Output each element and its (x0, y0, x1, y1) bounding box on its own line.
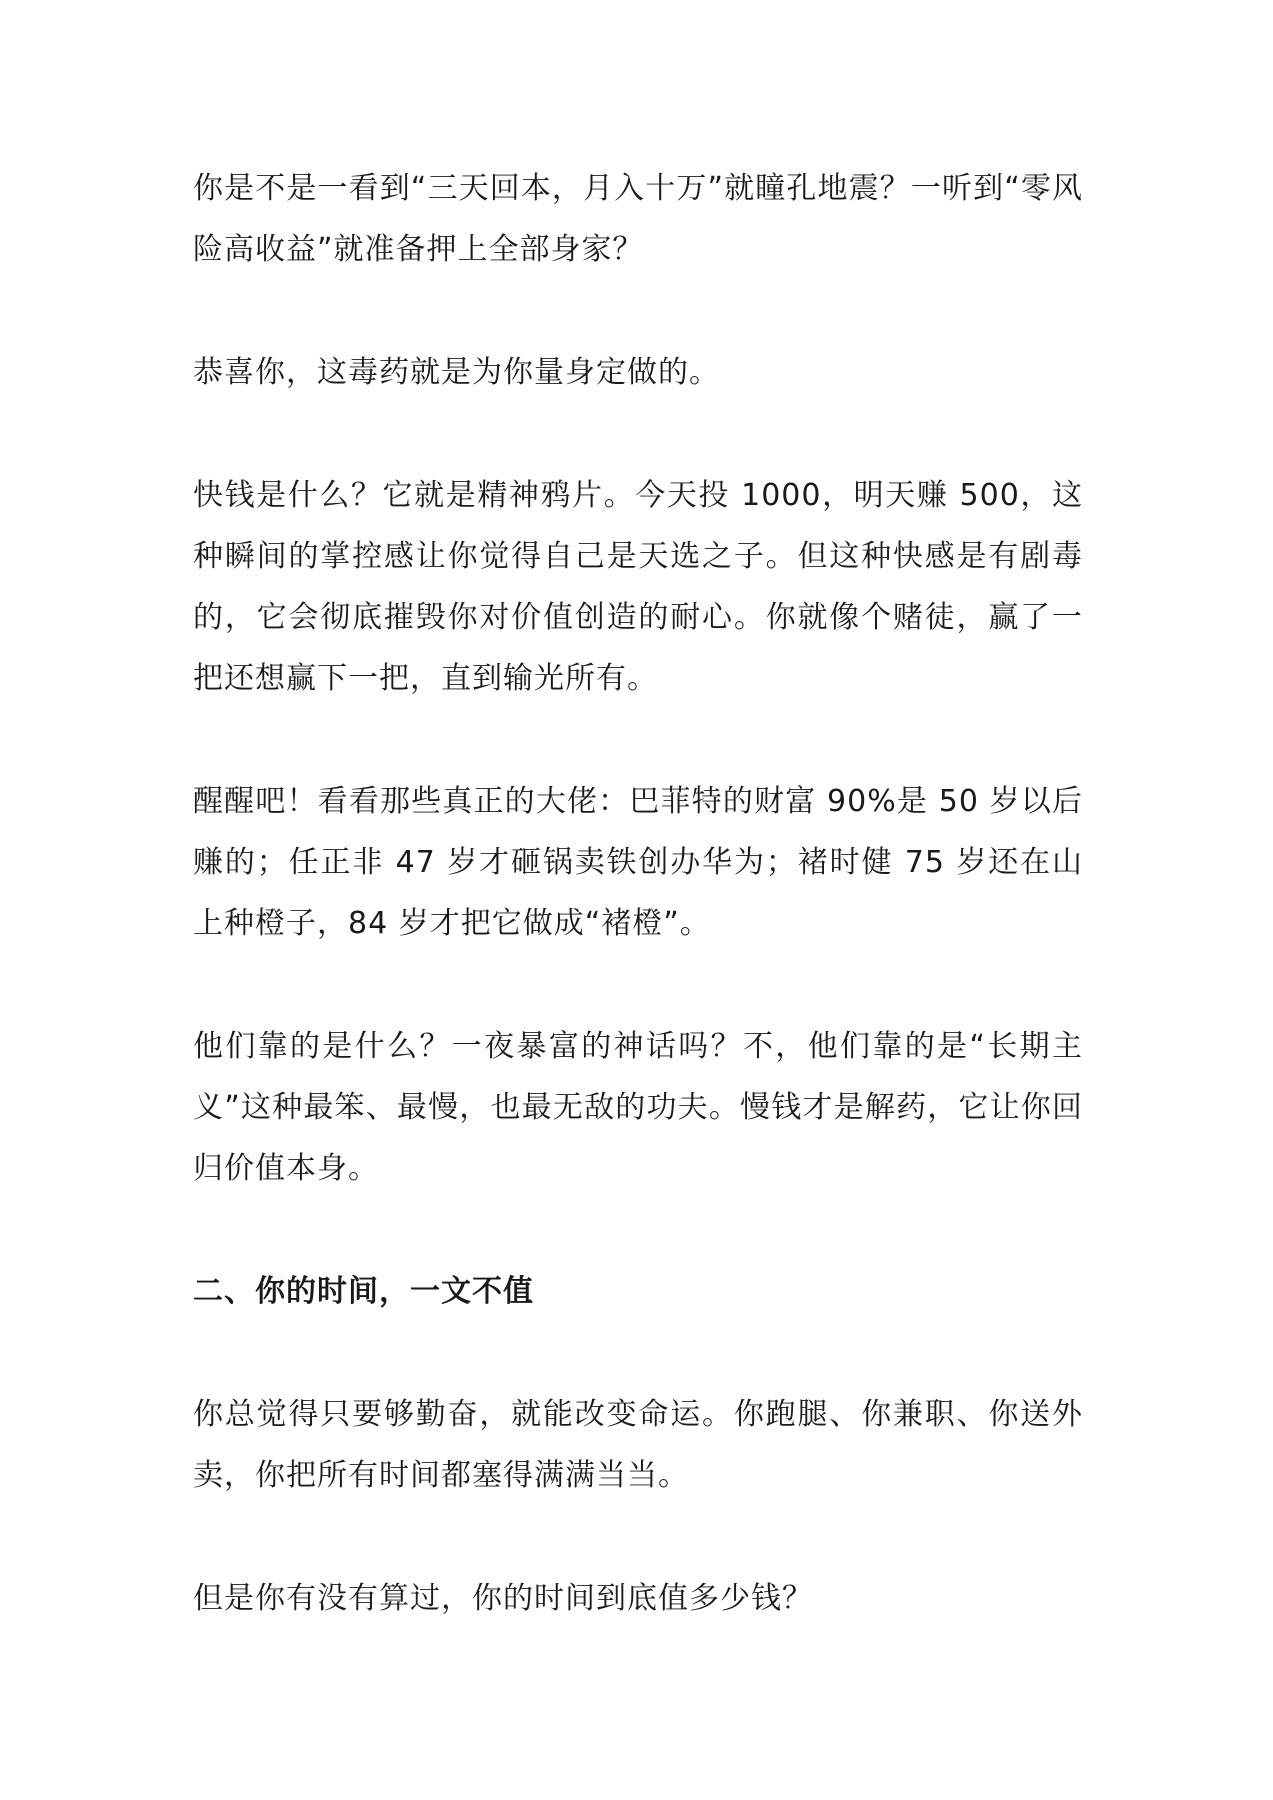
paragraph-7: 但是你有没有算过，你的时间到底值多少钱？ (193, 1581, 813, 1616)
paragraph-5: 他们靠的是什么？一夜暴富的神话吗？不，他们靠的是“长期主义”这种最笨、最慢，也最无敌的功夫。慢钱才是解药，它让你回归价值本身。 (193, 1029, 1083, 1186)
paragraph-4: 醒醒吧！看看那些真正的大佬：巴菲特的财富 90%是 50 岁以后赚的；任正非 47 岁才砸锅卖铁创办华为；褚时健 75 岁还在山上种橙子，84 岁才把它做成“褚橙”。 (193, 784, 1083, 941)
article-body (193, 158, 1083, 1691)
paragraph-6: 你总觉得只要够勤奋，就能改变命运。你跑腿、你兼职、你送外卖，你把所有时间都塞得满满当当。 (193, 1397, 1083, 1493)
paragraph-2: 恭喜你，这毒药就是为你量身定做的。 (193, 355, 720, 390)
section-heading: 二、你的时间，一文不值 (193, 1274, 534, 1309)
paragraph-1: 你是不是一看到“三天回本，月入十万”就瞳孔地震？一听到“零风险高收益”就准备押上全部身家？ (193, 171, 1083, 267)
paragraph-3: 快钱是什么？它就是精神鸦片。今天投 1000，明天赚 500，这种瞬间的掌控感让你觉得自己是天选之子。但这种快感是有剧毒的，它会彻底摧毁你对价值创造的耐心。你就像个赌徒，赢了一把还想赢下一把，直到输光所有。 (193, 478, 1083, 696)
